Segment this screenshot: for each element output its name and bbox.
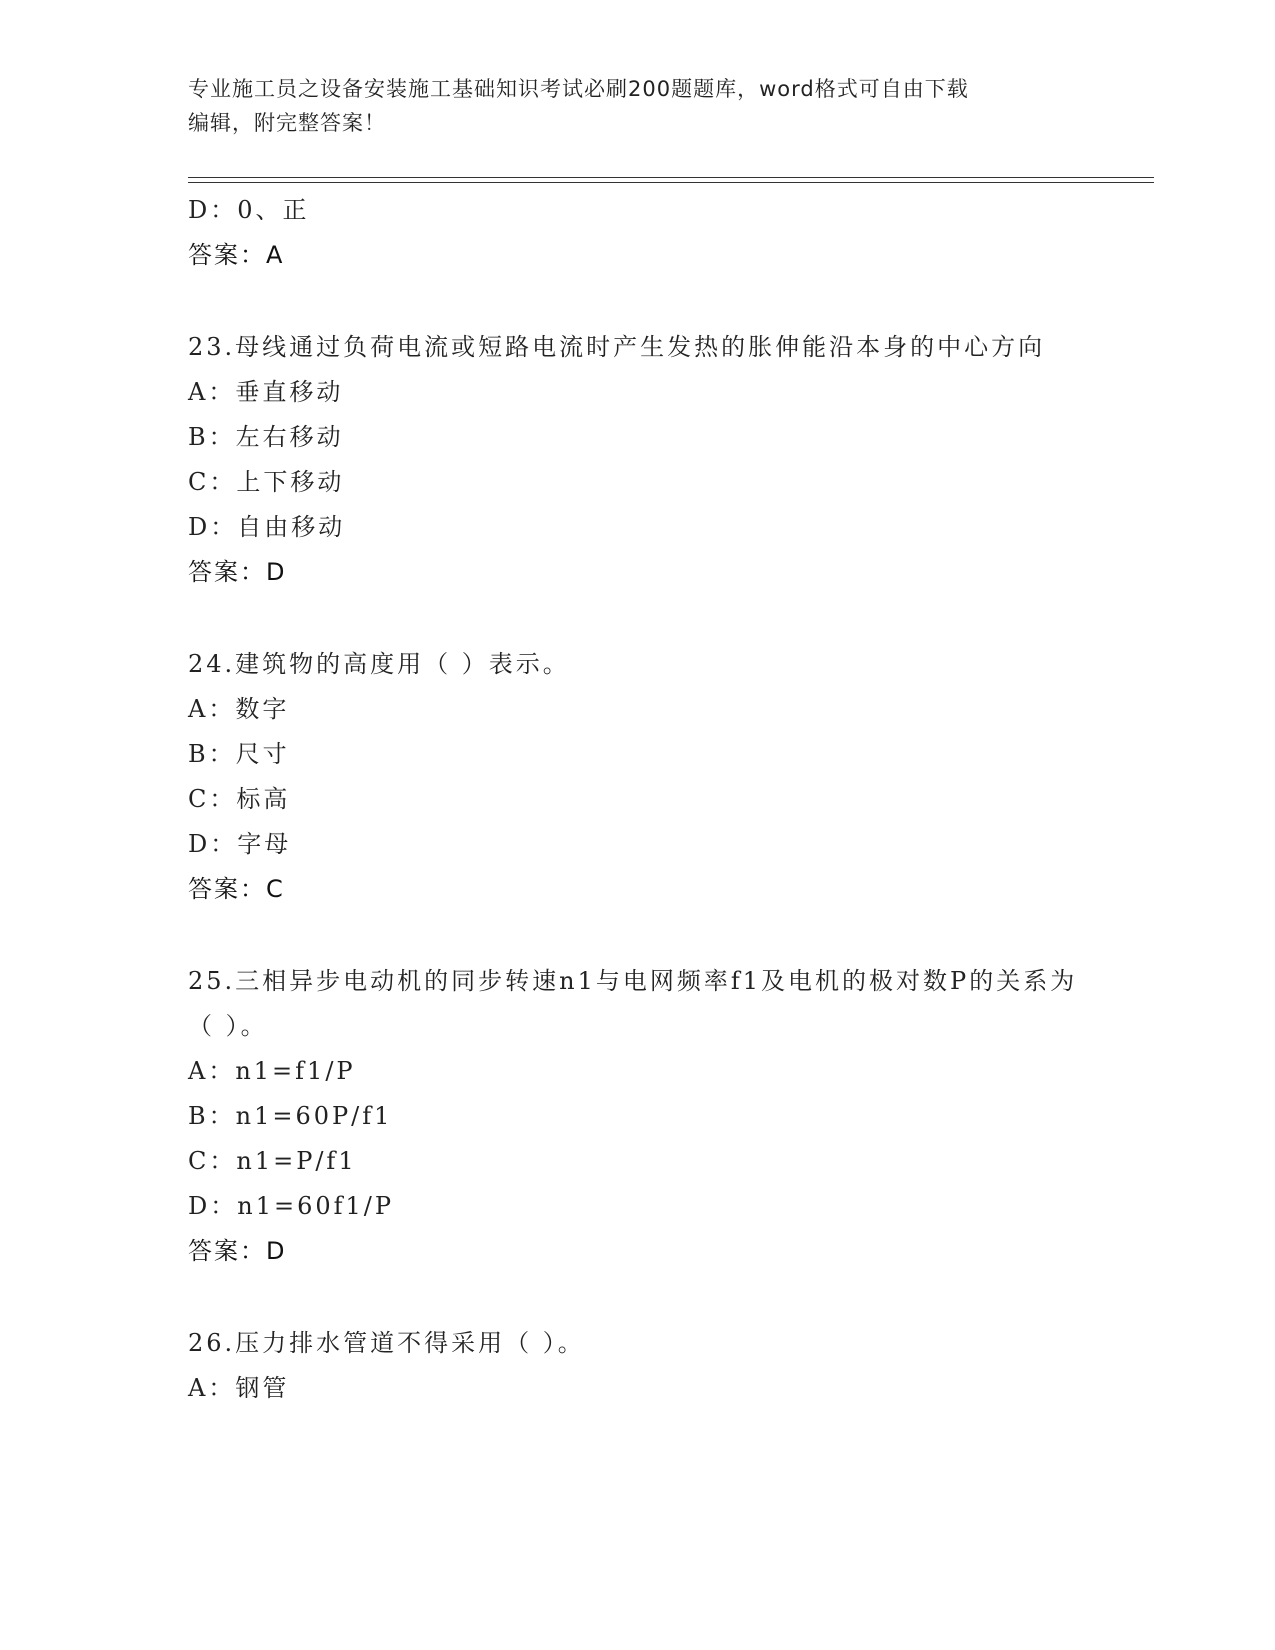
question-text: 24.建筑物的高度用（ ）表示。 [188, 650, 570, 678]
option-c: C：n1=P/f1 [188, 1147, 357, 1175]
header-line-2: 编辑，附完整答案！ [188, 111, 386, 135]
option-a: A：数字 [188, 695, 290, 723]
spacer [188, 278, 1088, 325]
option-d: D：自由移动 [188, 513, 346, 541]
question-text: 25.三相异步电动机的同步转速n1与电网频率f1及电机的极对数P的关系为（ ）。 [188, 967, 1078, 1040]
prev-question-tail [188, 188, 1088, 278]
option-b: B：左右移动 [188, 423, 344, 451]
question-26 [188, 1321, 1088, 1411]
answer-line: 答案：D [188, 1237, 287, 1265]
answer-line: 答案：A [188, 241, 285, 269]
question-list [188, 188, 1088, 1411]
option-d: D：字母 [188, 830, 292, 858]
answer-line: 答案：C [188, 875, 285, 903]
header-divider-top [188, 177, 1154, 178]
spacer [188, 595, 1088, 642]
option-d: D：0、正 [188, 196, 310, 224]
header-line-1: 专业施工员之设备安装施工基础知识考试必刷200题题库，word格式可自由下载 [188, 77, 969, 101]
option-d: D：n1=60f1/P [188, 1192, 395, 1220]
question-25 [188, 959, 1088, 1274]
question-text: 23.母线通过负荷电流或短路电流时产生发热的胀伸能沿本身的中心方向 [188, 333, 1046, 361]
option-a: A：垂直移动 [188, 378, 344, 406]
option-b: B：尺寸 [188, 740, 290, 768]
question-23 [188, 325, 1088, 595]
option-a: A：钢管 [188, 1374, 290, 1402]
spacer [188, 912, 1088, 959]
question-text: 26.压力排水管道不得采用（ ）。 [188, 1329, 585, 1357]
answer-line: 答案：D [188, 558, 287, 586]
option-c: C：标高 [188, 785, 291, 813]
option-c: C：上下移动 [188, 468, 345, 496]
header-divider-bottom [188, 182, 1154, 183]
spacer [188, 1274, 1088, 1321]
option-a: A：n1=f1/P [188, 1057, 356, 1085]
document-header [188, 72, 1068, 140]
question-24 [188, 642, 1088, 912]
option-b: B：n1=60P/f1 [188, 1102, 393, 1130]
